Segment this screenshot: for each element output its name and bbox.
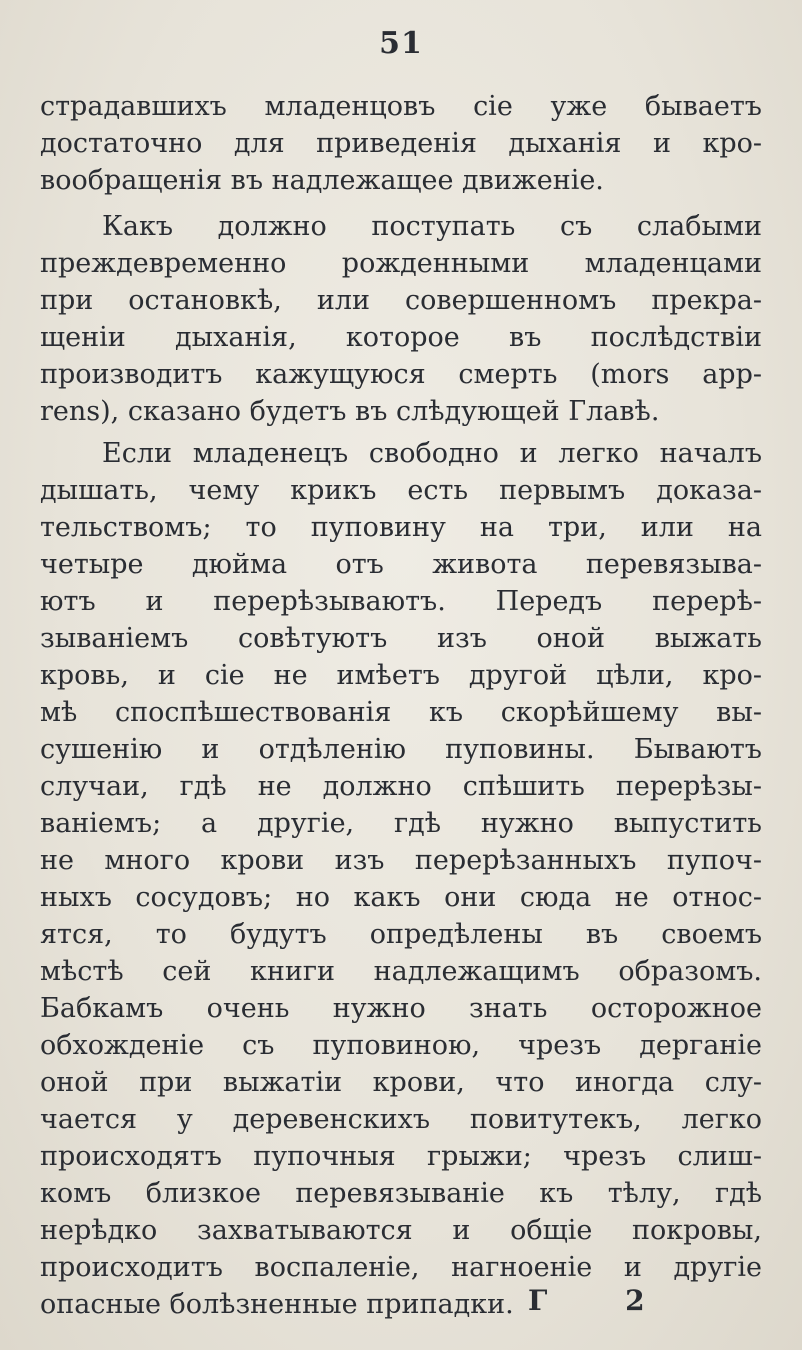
text-line: обхожденіе съ пуповиною, чрезъ дерганіе [40, 1030, 762, 1061]
text-line: четыре дюйма отъ живота перевязыва- [40, 549, 762, 580]
text-line: достаточно для приведенія дыханія и кро- [40, 128, 762, 159]
page-number: 51 [379, 26, 423, 61]
text-line: оной при выжатіи крови, что иногда слу- [40, 1067, 762, 1098]
text-line: мѣстѣ сей книги надлежащимъ образомъ. [40, 956, 762, 987]
text-line: происходятъ пупочныя грыжи; чрезъ слиш- [40, 1141, 762, 1172]
text-line: кровь, и сіе не имѣетъ другой цѣли, кро- [40, 660, 762, 691]
text-line: преждевременно рожденными младенцами [40, 248, 762, 279]
text-line: ваніемъ; а другіе, гдѣ нужно выпустить [40, 808, 762, 839]
text-line: тельствомъ; то пуповину на три, или на [40, 512, 762, 543]
text-line: не много крови изъ перерѣзанныхъ пупоч- [40, 845, 762, 876]
text-line: ныхъ сосудовъ; но какъ они сюда не относ- [40, 882, 762, 913]
text-line: сушенію и отдѣленію пуповины. Бываютъ [40, 734, 762, 765]
text-line: ятся, то будутъ опредѣлены въ своемъ [40, 919, 762, 950]
text-line: мѣ споспѣшествованія къ скорѣйшему вы- [40, 697, 762, 728]
text-line: страдавшихъ младенцовъ сіе уже бываетъ [40, 91, 762, 122]
text-line: зываніемъ совѣтуютъ изъ оной выжать [40, 623, 762, 654]
text-line: нерѣдко захватываются и общіе покровы, [40, 1215, 762, 1246]
text-line: производитъ кажущуюся смерть (mors app- [40, 359, 762, 390]
text-line: Если младенецъ свободно и легко началъ [102, 438, 762, 469]
signature-mark: Г 2 [528, 1284, 679, 1317]
text-line: дышать, чему крикъ есть первымъ доказа- [40, 475, 762, 506]
text-line: опасные болѣзненные припадки. [40, 1289, 514, 1320]
paragraph-2 [40, 208, 762, 430]
paragraph-1 [40, 88, 762, 199]
text-line: случаи, гдѣ не должно спѣшить перерѣзы- [40, 771, 762, 802]
text-line: щеніи дыханія, которое въ послѣдствіи [40, 322, 762, 353]
text-line: Бабкамъ очень нужно знать осторожное [40, 993, 762, 1024]
text-line: происходитъ воспаленіе, нагноеніе и другіе [40, 1252, 762, 1283]
text-line: чается у деревенскихъ повитутекъ, легко [40, 1104, 762, 1135]
text-line: комъ близкое перевязываніе къ тѣлу, гдѣ [40, 1178, 762, 1209]
text-line: Какъ должно поступать съ слабыми [102, 211, 762, 242]
text-line: ютъ и перерѣзываютъ. Передъ перерѣ- [40, 586, 762, 617]
text-line: при остановкѣ, или совершенномъ прекра- [40, 285, 762, 316]
text-line: вообращенія въ надлежащее движеніе. [40, 165, 604, 196]
paragraph-3 [40, 435, 762, 1323]
text-line: rens), сказано будетъ въ слѣдующей Главѣ. [40, 396, 660, 427]
